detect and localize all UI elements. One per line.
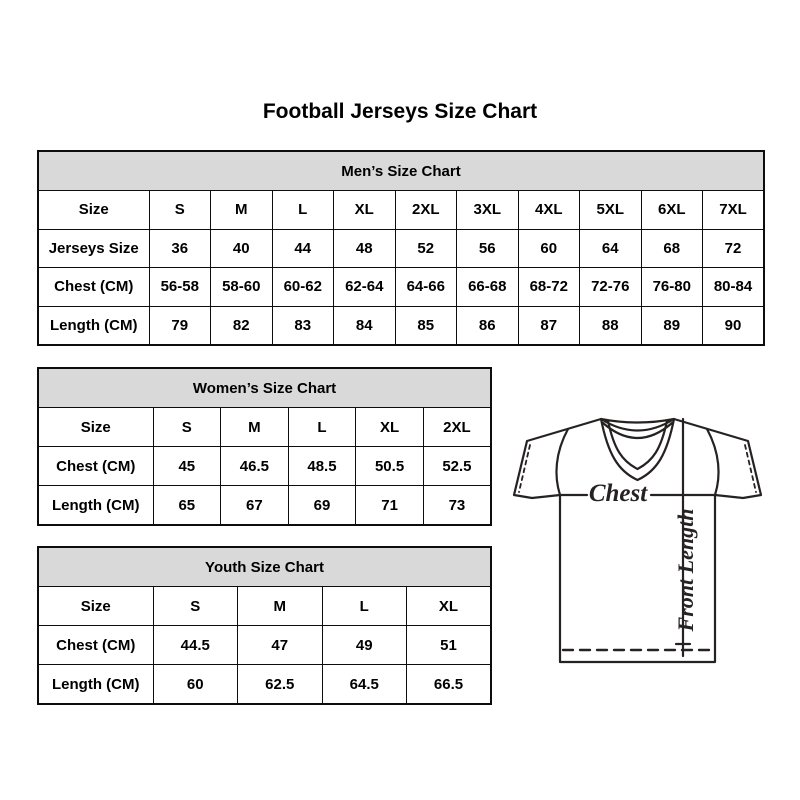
table-cell: 84 bbox=[334, 306, 396, 345]
front-length-label: Front Length bbox=[673, 508, 698, 632]
table-cell: 64.5 bbox=[322, 665, 407, 705]
womens-size-table bbox=[37, 367, 492, 526]
table-cell: L bbox=[272, 191, 334, 230]
table-row bbox=[38, 447, 491, 486]
table-cell: 64 bbox=[580, 229, 642, 268]
table-cell: 5XL bbox=[580, 191, 642, 230]
row-label: Length (CM) bbox=[38, 665, 153, 705]
table-cell: 72-76 bbox=[580, 268, 642, 307]
table-cell: XL bbox=[407, 587, 492, 626]
table-cell: 82 bbox=[211, 306, 273, 345]
womens-table-title: Women’s Size Chart bbox=[38, 368, 491, 408]
table-cell: 60 bbox=[518, 229, 580, 268]
mens-size-table bbox=[37, 150, 765, 346]
table-cell: S bbox=[153, 587, 238, 626]
table-cell: 68 bbox=[641, 229, 703, 268]
table-cell: 86 bbox=[457, 306, 519, 345]
table-cell: 56 bbox=[457, 229, 519, 268]
table-cell: 48.5 bbox=[288, 447, 356, 486]
table-cell: 64-66 bbox=[395, 268, 457, 307]
chest-label: Chest bbox=[588, 480, 648, 507]
table-cell: 2XL bbox=[395, 191, 457, 230]
table-cell: 36 bbox=[149, 229, 211, 268]
table-cell: 85 bbox=[395, 306, 457, 345]
jersey-right-sleeve-seam bbox=[707, 429, 719, 495]
table-cell: M bbox=[211, 191, 273, 230]
row-label: Length (CM) bbox=[38, 486, 153, 526]
table-cell: 79 bbox=[149, 306, 211, 345]
table-cell: 83 bbox=[272, 306, 334, 345]
table-cell: L bbox=[288, 408, 356, 447]
table-cell: 7XL bbox=[703, 191, 765, 230]
row-label: Chest (CM) bbox=[38, 626, 153, 665]
table-row bbox=[38, 587, 491, 626]
table-cell: 68-72 bbox=[518, 268, 580, 307]
table-cell: 46.5 bbox=[221, 447, 289, 486]
table-cell: 66-68 bbox=[457, 268, 519, 307]
page-title: Football Jerseys Size Chart bbox=[262, 100, 538, 123]
table-cell: 87 bbox=[518, 306, 580, 345]
table-row bbox=[38, 229, 764, 268]
table-cell: S bbox=[149, 191, 211, 230]
table-cell: 40 bbox=[211, 229, 273, 268]
table-cell: M bbox=[238, 587, 323, 626]
table-cell: 48 bbox=[334, 229, 396, 268]
table-cell: 52.5 bbox=[423, 447, 491, 486]
table-cell: 56-58 bbox=[149, 268, 211, 307]
mens-table-title: Men’s Size Chart bbox=[38, 151, 764, 191]
table-cell: 50.5 bbox=[356, 447, 424, 486]
youth-table-title: Youth Size Chart bbox=[38, 547, 491, 587]
table-row bbox=[38, 191, 764, 230]
table-cell: 47 bbox=[238, 626, 323, 665]
row-label: Length (CM) bbox=[38, 306, 149, 345]
table-cell: L bbox=[322, 587, 407, 626]
table-cell: 3XL bbox=[457, 191, 519, 230]
table-row bbox=[38, 268, 764, 307]
table-cell: 69 bbox=[288, 486, 356, 526]
table-cell: 60 bbox=[153, 665, 238, 705]
table-cell: 62-64 bbox=[334, 268, 396, 307]
table-row bbox=[38, 626, 491, 665]
jersey-diagram bbox=[502, 398, 774, 670]
table-cell: 2XL bbox=[423, 408, 491, 447]
table-cell: 4XL bbox=[518, 191, 580, 230]
table-cell: 80-84 bbox=[703, 268, 765, 307]
table-cell: 90 bbox=[703, 306, 765, 345]
table-cell: 6XL bbox=[641, 191, 703, 230]
table-cell: 58-60 bbox=[211, 268, 273, 307]
table-cell: 44.5 bbox=[153, 626, 238, 665]
table-cell: S bbox=[153, 408, 221, 447]
table-cell: 60-62 bbox=[272, 268, 334, 307]
table-cell: 76-80 bbox=[641, 268, 703, 307]
table-cell: 44 bbox=[272, 229, 334, 268]
table-row bbox=[38, 408, 491, 447]
table-cell: 45 bbox=[153, 447, 221, 486]
table-row bbox=[38, 486, 491, 526]
table-cell: XL bbox=[334, 191, 396, 230]
table-cell: 62.5 bbox=[238, 665, 323, 705]
table-cell: 88 bbox=[580, 306, 642, 345]
jersey-left-sleeve-seam bbox=[556, 429, 568, 495]
table-cell: 73 bbox=[423, 486, 491, 526]
table-cell: 71 bbox=[356, 486, 424, 526]
table-cell: 89 bbox=[641, 306, 703, 345]
row-label: Size bbox=[38, 191, 149, 230]
table-cell: 52 bbox=[395, 229, 457, 268]
table-cell: 67 bbox=[221, 486, 289, 526]
youth-size-table bbox=[37, 546, 492, 705]
table-cell: 51 bbox=[407, 626, 492, 665]
table-cell: 72 bbox=[703, 229, 765, 268]
row-label: Jerseys Size bbox=[38, 229, 149, 268]
row-label: Size bbox=[38, 408, 153, 447]
table-row bbox=[38, 665, 491, 705]
row-label: Size bbox=[38, 587, 153, 626]
table-cell: XL bbox=[356, 408, 424, 447]
table-cell: 66.5 bbox=[407, 665, 492, 705]
jersey-collar bbox=[601, 419, 674, 480]
row-label: Chest (CM) bbox=[38, 268, 149, 307]
table-cell: 49 bbox=[322, 626, 407, 665]
table-row bbox=[38, 306, 764, 345]
table-cell: 65 bbox=[153, 486, 221, 526]
row-label: Chest (CM) bbox=[38, 447, 153, 486]
table-cell: M bbox=[221, 408, 289, 447]
